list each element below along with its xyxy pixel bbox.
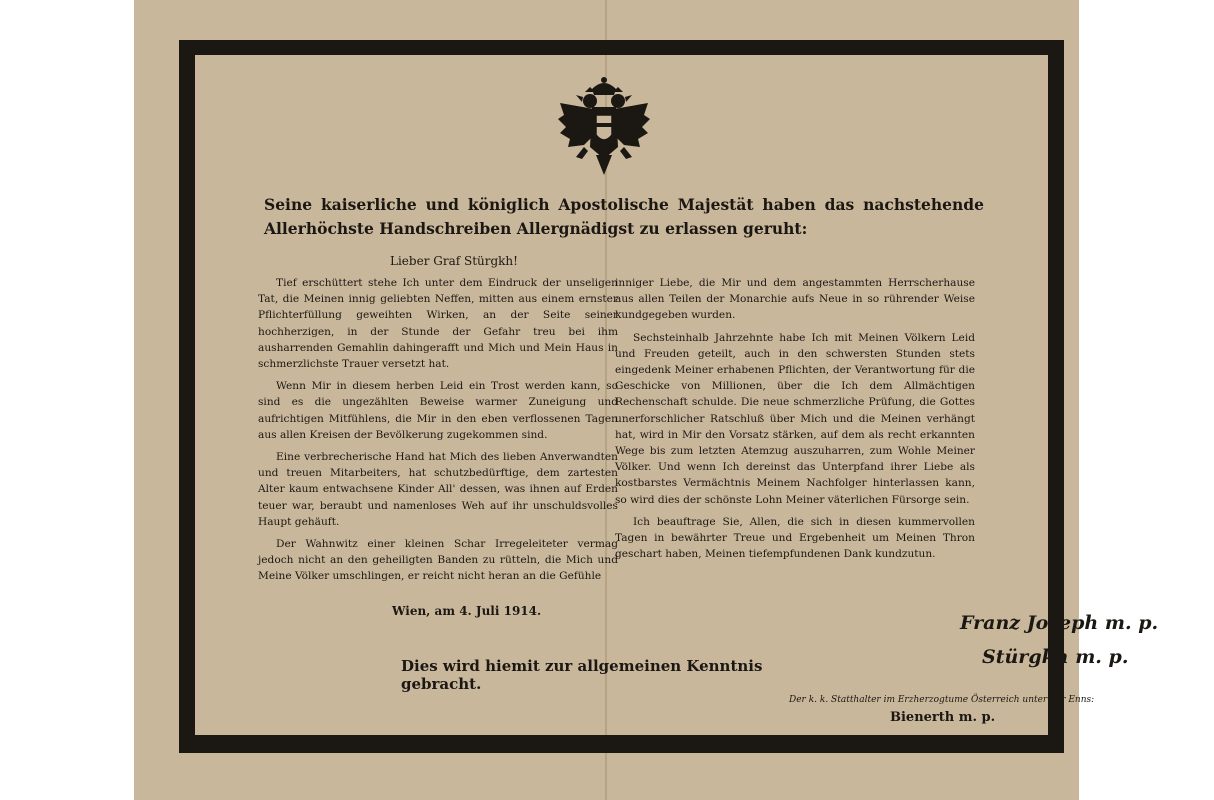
letter-right-column xyxy=(615,275,975,568)
emperor-signature: Franz Joseph m. p. xyxy=(960,612,1159,634)
public-announcement: Dies wird hiemit zur allgemeinen Kenntnis gebracht. xyxy=(401,657,763,693)
letter-paragraph: inniger Liebe, die Mir und dem angestammten Herrscherhause aus allen Teilen der Monarchie aufs Neue in so rührender Weise kundgegeben wurden. xyxy=(615,277,975,322)
letter-paragraph: Tief erschüttert stehe Ich unter dem Eindruck der unseligen Tat, die Meinen innig geliebten Neffen, mitten aus einem ernster Pflichterfüllung geweihten Wirken, an der Seite seiner hochherzigen, in der Stunde der Gefahr treu bei ihm ausharrenden Gemahlin dahingerafft und Mich und Mein Haus in schmerzlichste Trauer versetzt hat. xyxy=(258,277,618,371)
letter-paragraph: Eine verbrecherische Hand hat Mich des lieben Anverwandten und treuen Mitarbeiters, hat schutzbedürftige, dem zartesten Alter kaum entwachsene Kinder All' dessen, was ihnen auf Erden teuer war, beraubt und namenloses Weh auf ihr unschuldsvolles Haupt gehäuft. xyxy=(258,451,618,528)
letter-paragraph: Ich beauftrage Sie, Allen, die sich in diesen kummervollen Tagen in bewährter Treue und Ergebenheit um Meinen Thron geschart haben, Meinen tiefempfundenen Dank kundzutun. xyxy=(615,515,975,561)
proclamation-heading: Seine kaiserliche und königlich Apostolische Majestät haben das nachstehende Allerhöchste Handschreiben Allergnädigst zu erlassen geruht: xyxy=(264,195,984,238)
minister-signature: Stürgkh m. p. xyxy=(982,646,1129,668)
double-headed-eagle-coat-of-arms xyxy=(554,75,654,180)
proclamation-poster xyxy=(134,0,1159,800)
statthalter-signature: Bienerth m. p. xyxy=(890,710,996,725)
letter-date: Wien, am 4. Juli 1914. xyxy=(392,604,542,618)
letter-left-column xyxy=(258,275,618,591)
statthalter-line: Der k. k. Statthalter im Erzherzogtume Österreich unter der Enns: xyxy=(789,695,1095,705)
letter-paragraph: Der Wahnwitz einer kleinen Schar Irregeleiteter vermag jedoch nicht an den geheiligten Banden zu rütteln, die Mich und Meine Völker umschlingen, er reicht nicht heran an die Gefühle xyxy=(258,538,618,583)
letter-paragraph: Wenn Mir in diesem herben Leid ein Trost werden kann, so sind es die ungezählten Beweise warmer Zuneigung und aufrichtigen Mitfühlens, die Mir in den eben verflossenen Tagen aus allen Kreisen der Bevölkerung zugekommen sind. xyxy=(258,380,618,441)
salutation: Lieber Graf Stürgkh! xyxy=(390,254,518,268)
letter-paragraph: Sechsteinhalb Jahrzehnte habe Ich mit Meinen Völkern Leid und Freuden geteilt, auch in den schwersten Stunden stets eingedenk Meiner erhabenen Pflichten, der Verantwortung für die Geschicke von Millionen, über die Ich dem Allmächtigen Rechenschaft schulde. Die neue schmerzliche Prüfung, die Gottes unerforschlicher Ratschluß über Mich und die Meinen verhängt hat, wird in Mir den Vorsatz stärken, auf dem als recht erkannten Wege bis zum letzten Atemzug auszuharren, zum Wohle Meiner Völker. Und wenn Ich dereinst das Unterpfand ihrer Liebe als kostbarstes Vermächtnis Meinem Nachfolger hinterlassen kann, so wird dies der schönste Lohn Meiner väterlichen Fürsorge sein. xyxy=(615,331,975,506)
